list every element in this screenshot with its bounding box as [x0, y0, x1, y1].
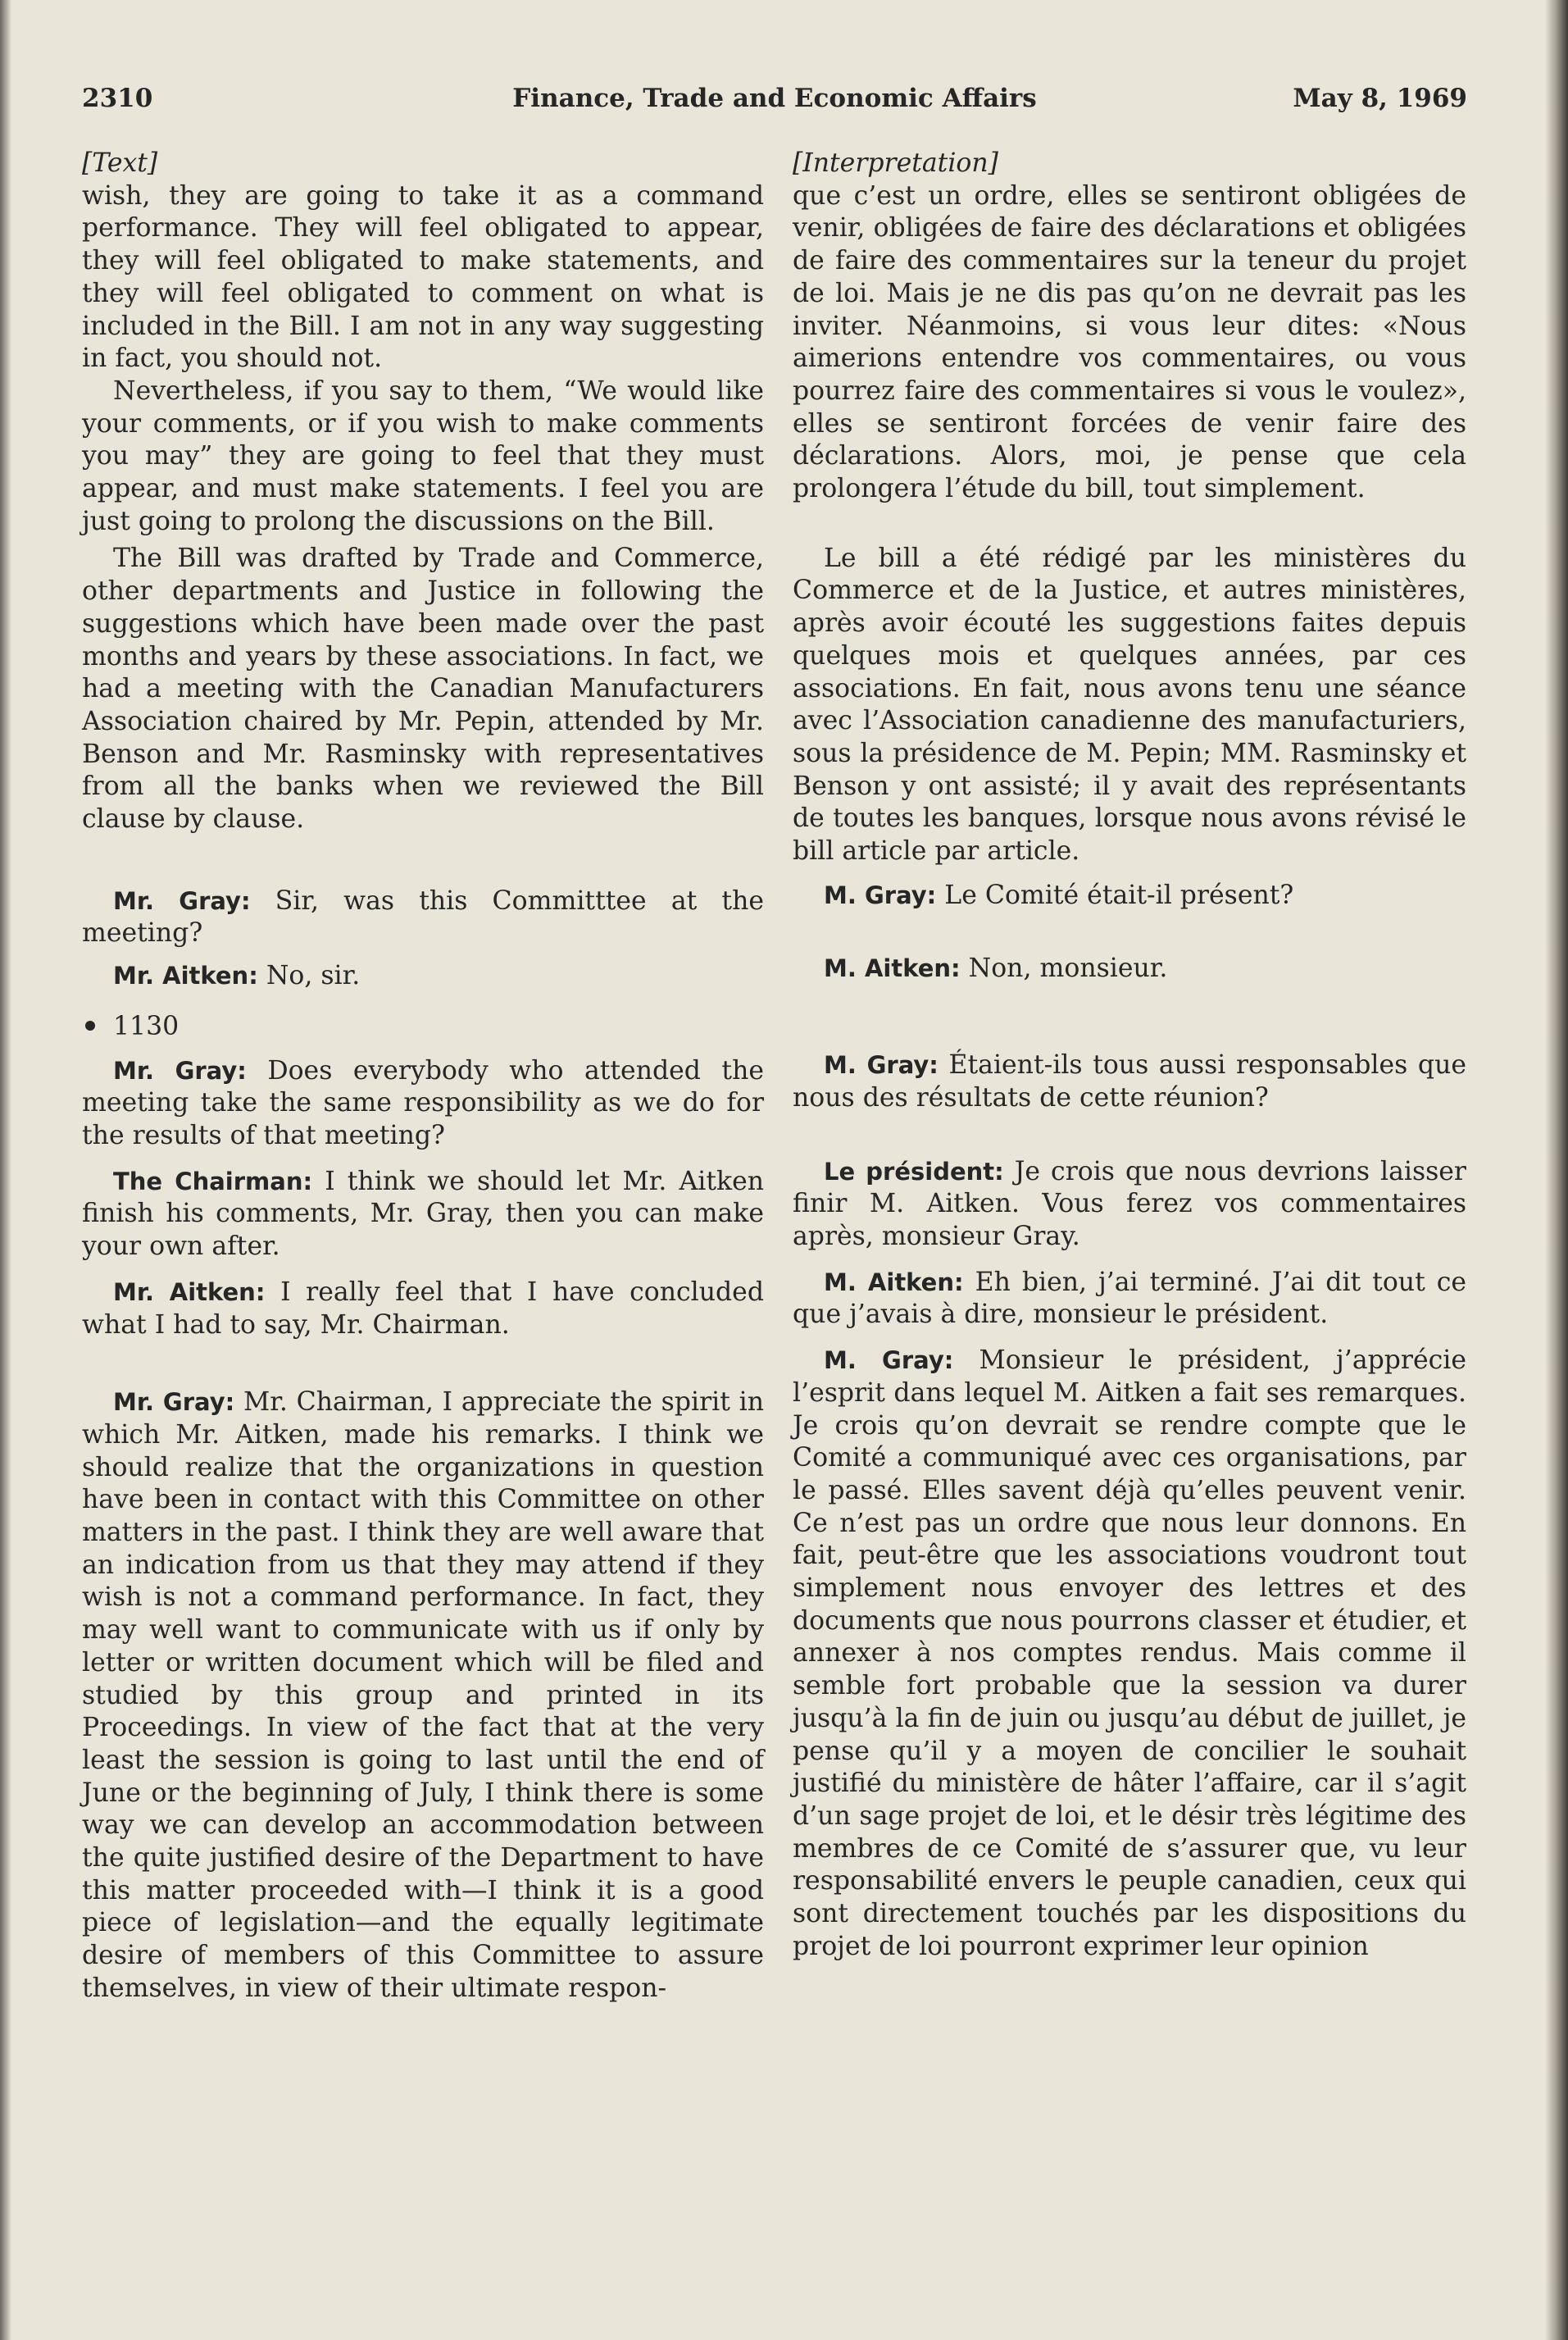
speaker-name: M. Gray:	[824, 1051, 939, 1080]
page-number: 2310	[82, 84, 153, 113]
english-column	[82, 148, 764, 2005]
speech	[793, 1345, 1466, 1963]
header-title: Finance, Trade and Economic Affairs	[512, 84, 1037, 113]
speech	[793, 880, 1466, 913]
speech	[82, 960, 764, 993]
page-edge-left	[0, 0, 11, 2340]
speech	[82, 1166, 764, 1263]
speaker-name: M. Aitken:	[824, 1268, 964, 1296]
speaker-name: Mr. Gray:	[113, 1056, 247, 1085]
paragraph: que c’est un ordre, elles se sentiront obligées de venir, obligées de faire des déclarations et obligées de faire des commentaires sur la teneur du projet de loi. Mais je ne dis pas qu’on ne devrait pas les inviter. Néanmoins, si vous leur dites: «Nous aimerions entendre vos commentaires, ou vous pourrez faire des commentaires si vous le voulez», elles se sentiront forcées de venir faire des déclarations. Alors, moi, je pense que cela prolongera l’étude du bill, tout simplement.	[793, 180, 1466, 504]
speech-text: Sir, was this Committtee at the meeting?	[82, 885, 764, 949]
speech-text: I really feel that I have concluded what I had to say, Mr. Chairman.	[82, 1277, 764, 1340]
speech-text: Does everybody who attended the meeting take the same responsibility as we do for the results of that meeting?	[82, 1055, 764, 1150]
speech	[82, 1386, 764, 2005]
paragraph: The Bill was drafted by Trade and Commerce, other departments and Justice in following the suggestions which have been made over the past months and years by these associations. In fact, we had a meeting with the Canadian Manufacturers Association chaired by Mr. Pepin, attended by Mr. Benson and Mr. Rasminsky with representatives from all the banks when we reviewed the Bill clause by clause.	[82, 544, 764, 835]
paragraph: Le bill a été rédigé par les ministères du Commerce et de la Justice, et autres ministères, après avoir écouté les suggestions faites depuis quelques mois et quelques années, par ces associations. En fait, nous avons tenu une séance avec l’Association canadienne des manufacturiers, sous la présidence de M. Pepin; MM. Rasminsky et Benson y ont assisté; il y avait des représentants de toutes les banques, lorsque nous avons révisé le bill article par article.	[793, 543, 1466, 867]
speech	[793, 1156, 1466, 1254]
speech	[82, 885, 764, 950]
french-column	[793, 148, 1466, 1963]
speech	[82, 1055, 764, 1153]
bullet-icon	[85, 1021, 95, 1031]
speaker-name: M. Aitken:	[824, 954, 961, 983]
running-header	[82, 84, 1467, 123]
speaker-name: Mr. Gray:	[113, 886, 251, 915]
speech-text: No, sir.	[257, 961, 361, 991]
speaker-name: Mr. Aitken:	[113, 1277, 266, 1306]
speech-text: Monsieur le président, j’apprécie l’esprit dans lequel M. Aitken a fait ses remarques. Je crois qu’on devrait se rendre compte que le Comité a communiqué avec ces organisations, par le passé. Elles savent déjà qu’elles peuvent venir. Ce n’est pas un ordre que nous leur donnons. En fait, peut-être que les associations voudront tout simplement nous envoyer des lettres et des documents que nous pourrons classer et étudier, et annexer à nos comptes rendus. Mais comme il semble fort probable que la session va durer jusqu’à la fin de juin ou jusqu’au début de juillet, je pense qu’il y a moyen de concilier le souhait justifié du ministère de hâter l’affaire, car il s’agit d’un sage projet de loi, et le désir très légitime des membres de ce Comité de s’assurer que, vu leur responsabilité envers le peuple canadien, ceux qui sont directement touchés par les dispositions du projet de loi pourront exprimer leur opinion	[793, 1345, 1466, 1961]
speech-text: Le Comité était-il présent?	[936, 880, 1294, 910]
page-edge-right	[1545, 0, 1568, 2340]
speech-text: Je crois que nous devrions laisser finir M. Aitken. Vous ferez vos commentaires après, monsieur Gray.	[793, 1156, 1466, 1251]
speaker-name: Le président:	[824, 1157, 1004, 1186]
speech	[82, 1277, 764, 1341]
paragraph: Nevertheless, if you say to them, “We would like your comments, or if you wish to make comments you may” they are going to feel that they must appear, and must make statements. I feel you are just going to prolong the discussions on the Bill.	[82, 376, 764, 536]
text-tag: [Text]	[82, 148, 158, 178]
time-marker	[82, 1011, 764, 1044]
speech-text: Mr. Chairman, I appreciate the spirit in which Mr. Aitken, made his remarks. I think we should realize that the organizations in question have been in contact with this Committee on other matters in the past. I think they are well aware that an indication from us that they may attend if they wish is not a command performance. In fact, they may well want to communicate with us if only by letter or written document which will be filed and studied by this group and printed in its Proceedings. In view of the fact that at the very least the session is going to last until the end of June or the beginning of July, I think there is some way we can develop an accommodation between the quite justified desire of the Department to have this matter proceeded with—I think it is a good piece of legislation—and the equally legitimate desire of members of this Committee to assure themselves, in view of their ultimate respon-	[82, 1387, 765, 2003]
time-text: 1130	[113, 1011, 180, 1041]
speaker-name: Mr. Aitken:	[113, 962, 258, 990]
interpretation-tag: [Interpretation]	[793, 148, 998, 178]
speech-text: Eh bien, j’ai terminé. J’ai dit tout ce que j’avais à dire, monsieur le président.	[793, 1267, 1466, 1330]
speech	[793, 1049, 1466, 1114]
speech-text: Étaient-ils tous aussi responsables que nous des résultats de cette réunion?	[793, 1050, 1466, 1113]
speech	[793, 1267, 1466, 1332]
speaker-name: M. Gray:	[824, 1346, 954, 1375]
speaker-name: Mr. Gray:	[113, 1388, 235, 1417]
header-date: May 8, 1969	[1293, 84, 1467, 113]
speaker-name: M. Gray:	[824, 881, 937, 909]
speech-text: I think we should let Mr. Aitken finish his comments, Mr. Gray, then you can make your own after.	[82, 1166, 765, 1262]
speaker-name: The Chairman:	[113, 1167, 313, 1195]
speech-text: Non, monsieur.	[960, 954, 1168, 984]
paragraph: wish, they are going to take it as a command performance. They will feel obligated to appear, they will feel obligated to make statements, and they will feel obligated to comment on what is included in the Bill. I am not in any way suggesting in fact, you should not.	[82, 180, 764, 374]
speech	[793, 953, 1466, 986]
